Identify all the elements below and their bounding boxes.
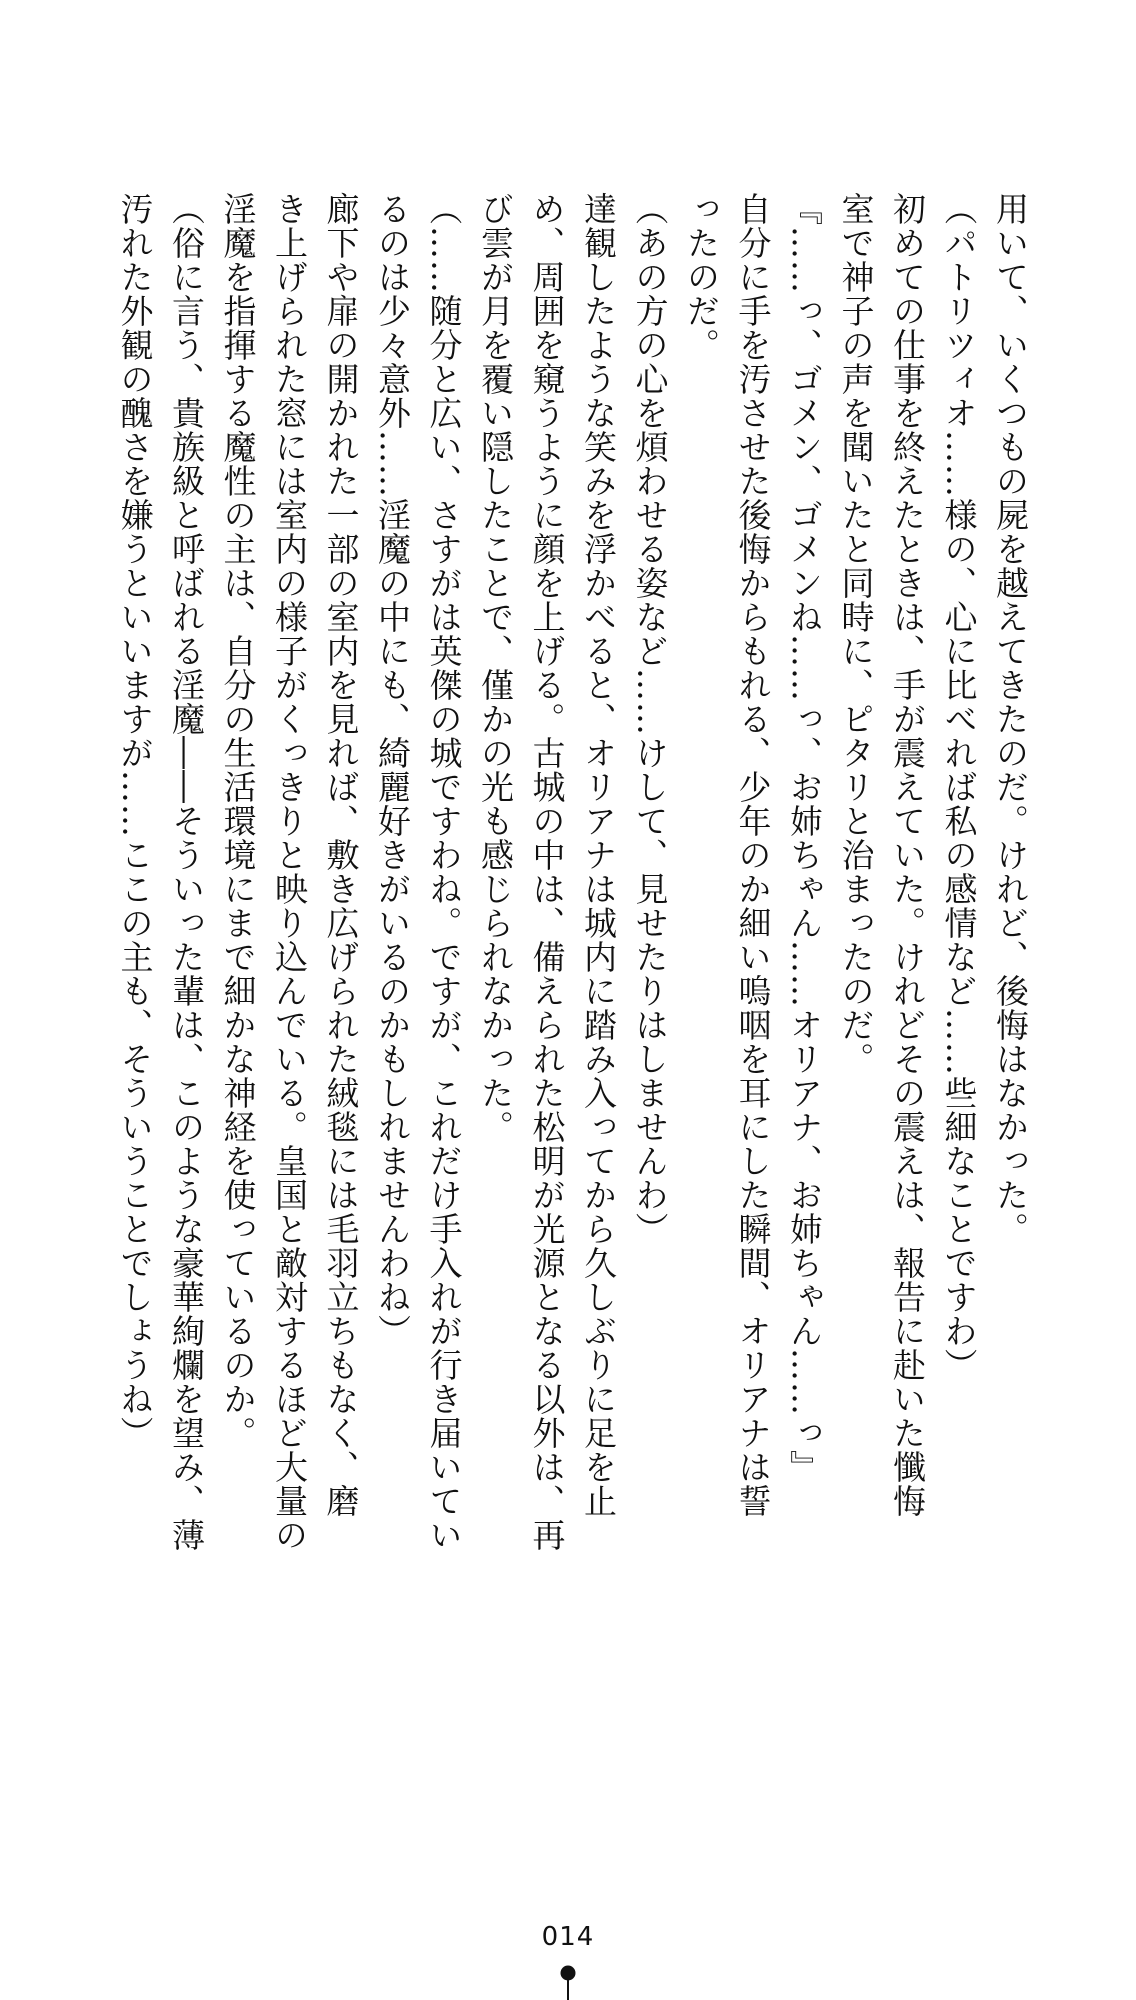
vertical-text-body (109, 192, 1036, 1672)
text-line: 達観したような笑みを浮かべると、オリアナは城内に踏み入ってから久しぶりに足を止 (579, 192, 618, 1518)
text-line: 廊下や扉の開かれた一部の室内を見れば、敷き広げられた絨毯には毛羽立ちもなく、磨 (321, 192, 361, 1518)
text-line: 汚れた外観の醜さを嫌うといいますが……ここの主も、そういうことでしょうね） (115, 192, 155, 1450)
text-line: 『……っ、ゴメン、ゴメンね……っ、お姉ちゃん……オリアナ、お姉ちゃん……っ』 (785, 192, 824, 1484)
text-line: 淫魔を指揮する魔性の主は、自分の生活環境にまで細かな神経を使っているのか。 (218, 192, 258, 1450)
text-line: （パトリツィオ……様の、心に比べれば私の感情など……些細なことですわ） (939, 192, 979, 1382)
page-number: 014 (541, 1922, 595, 1952)
text-line: （……随分と広い、さすがは英傑の城ですわね。ですが、これだけ手入れが行き届いてい (424, 192, 464, 1552)
text-line: 用いて、いくつもの屍を越えてきたのだ。けれど、後悔はなかった。 (991, 192, 1030, 1246)
text-line: き上げられた窓には室内の様子がくっきりと映り込んでいる。皇国と敵対するほど大量の (270, 192, 309, 1552)
text-line: ったのだ。 (682, 192, 721, 362)
text-line: るのは少々意外……淫魔の中にも、綺麗好きがいるのかもしれませんわね） (373, 192, 412, 1348)
text-line: 初めての仕事を終えたときは、手が震えていた。けれどその震えは、報告に赴いた懺悔 (888, 192, 927, 1518)
text-line: 自分に手を汚させた後悔からもれる、少年のか細い嗚咽を耳にした瞬間、オリアナは誓 (733, 192, 773, 1518)
page-marker-icon (551, 1960, 585, 2000)
text-line: 室で神子の声を聞いたと同時に、ピタリと治まったのだ。 (836, 192, 876, 1076)
text-line: （俗に言う、貴族級と呼ばれる淫魔――そういった輩は、このような豪華絢爛を望み、薄 (167, 192, 206, 1552)
text-line: め、周囲を窺うように顔を上げる。古城の中は、備えられた松明が光源となる以外は、再 (527, 192, 567, 1552)
text-line: び雲が月を覆い隠したことで、僅かの光も感じられなかった。 (476, 192, 515, 1144)
text-line: （あの方の心を煩わせる姿など……けして、見せたりはしませんわ） (630, 192, 670, 1246)
